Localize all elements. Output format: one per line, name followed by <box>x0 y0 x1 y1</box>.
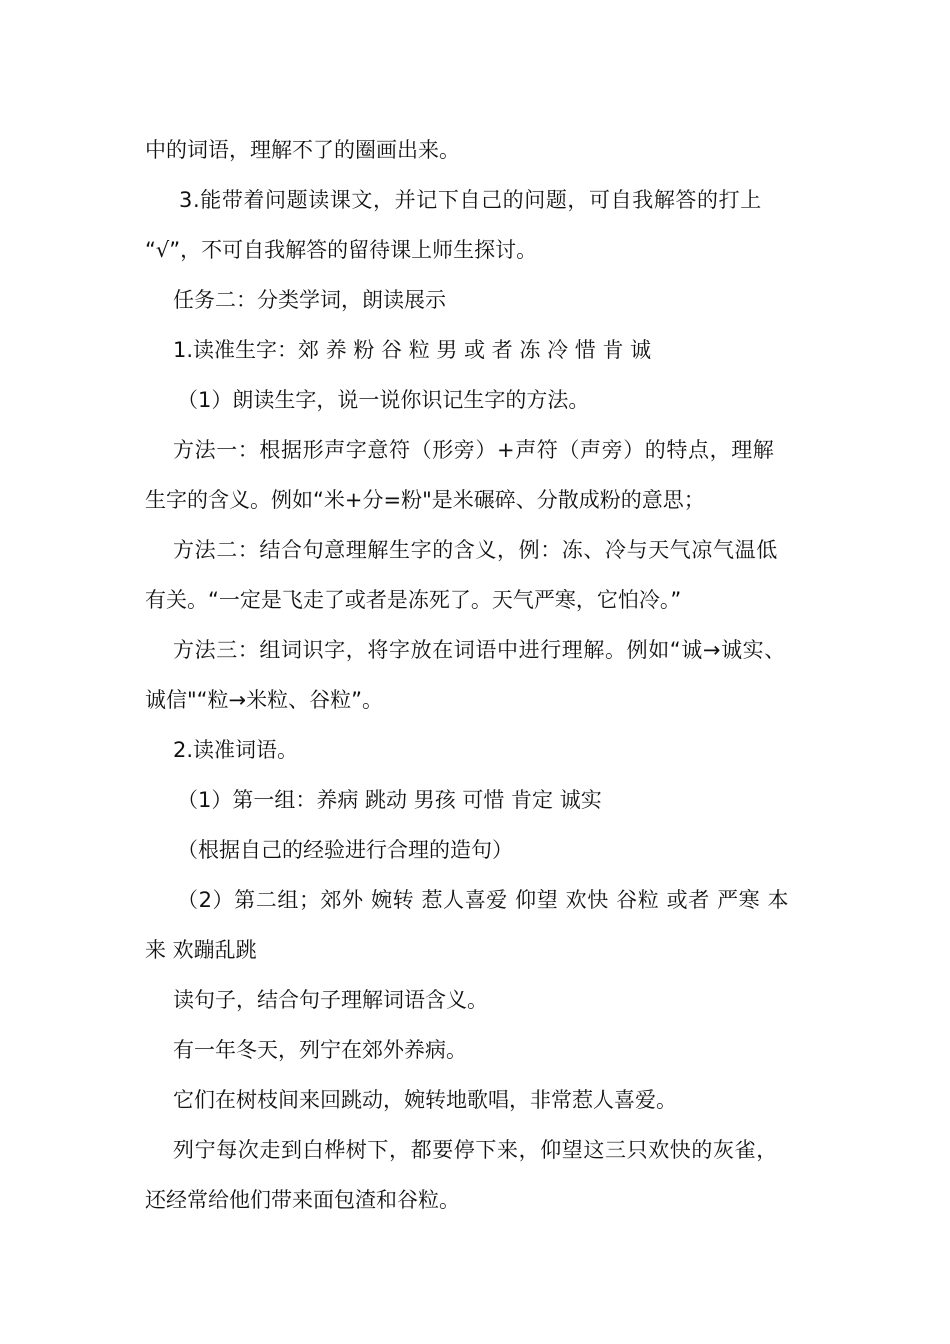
paragraph-line: （1）朗读生字，说一说你识记生字的方法。 <box>177 388 590 412</box>
paragraph-line: 还经常给他们带来面包渣和谷粒。 <box>145 1188 460 1212</box>
paragraph-line: （1）第一组：养病 跳动 男孩 可惜 肯定 诚实 <box>177 788 602 812</box>
paragraph-line: （根据自己的经验进行合理的造句） <box>177 838 513 862</box>
paragraph-line: 2.读准词语。 <box>173 738 299 762</box>
paragraph-line: 诚信"“粒→米粒、谷粒”。 <box>145 688 384 712</box>
paragraph-line: 生字的含义。例如“米+分=粉"是米碾碎、分散成粉的意思； <box>145 488 705 512</box>
paragraph-line: 方法一：根据形声字意符（形旁）+声符（声旁）的特点，理解 <box>173 438 775 462</box>
paragraph-line: 有关。“一定是飞走了或者是冻死了。天气严寒，它怕冷。” <box>145 588 682 612</box>
paragraph-line: 中的词语，理解不了的圈画出来。 <box>145 138 460 162</box>
paragraph-line: 有一年冬天，列宁在郊外养病。 <box>173 1038 467 1062</box>
document-body <box>145 125 810 1225</box>
paragraph-line: 列宁每次走到白桦树下，都要停下来，仰望这三只欢快的灰雀， <box>173 1138 778 1162</box>
paragraph-line: 1.读准生字：郊 养 粉 谷 粒 男 或 者 冻 冷 惜 肯 诚 <box>173 338 652 362</box>
paragraph-line: “√”，不可自我解答的留待课上师生探讨。 <box>145 238 538 262</box>
section-heading: 任务二：分类学词，朗读展示 <box>173 288 446 312</box>
paragraph-line: （2）第二组；郊外 婉转 惹人喜爱 仰望 欢快 谷粒 或者 严寒 本 <box>177 888 790 912</box>
paragraph-line: 来 欢蹦乱跳 <box>145 938 257 962</box>
paragraph-line: 读句子，结合句子理解词语含义。 <box>173 988 488 1012</box>
paragraph-line: 3.能带着问题读课文，并记下自己的问题，可自我解答的打上 <box>179 188 762 212</box>
paragraph-line: 方法三：组词识字，将字放在词语中进行理解。例如“诚→诚实、 <box>173 638 786 662</box>
paragraph-line: 方法二：结合句意理解生字的含义，例：冻、冷与天气凉气温低 <box>173 538 778 562</box>
paragraph-line: 它们在树枝间来回跳动，婉转地歌唱，非常惹人喜爱。 <box>173 1088 677 1112</box>
